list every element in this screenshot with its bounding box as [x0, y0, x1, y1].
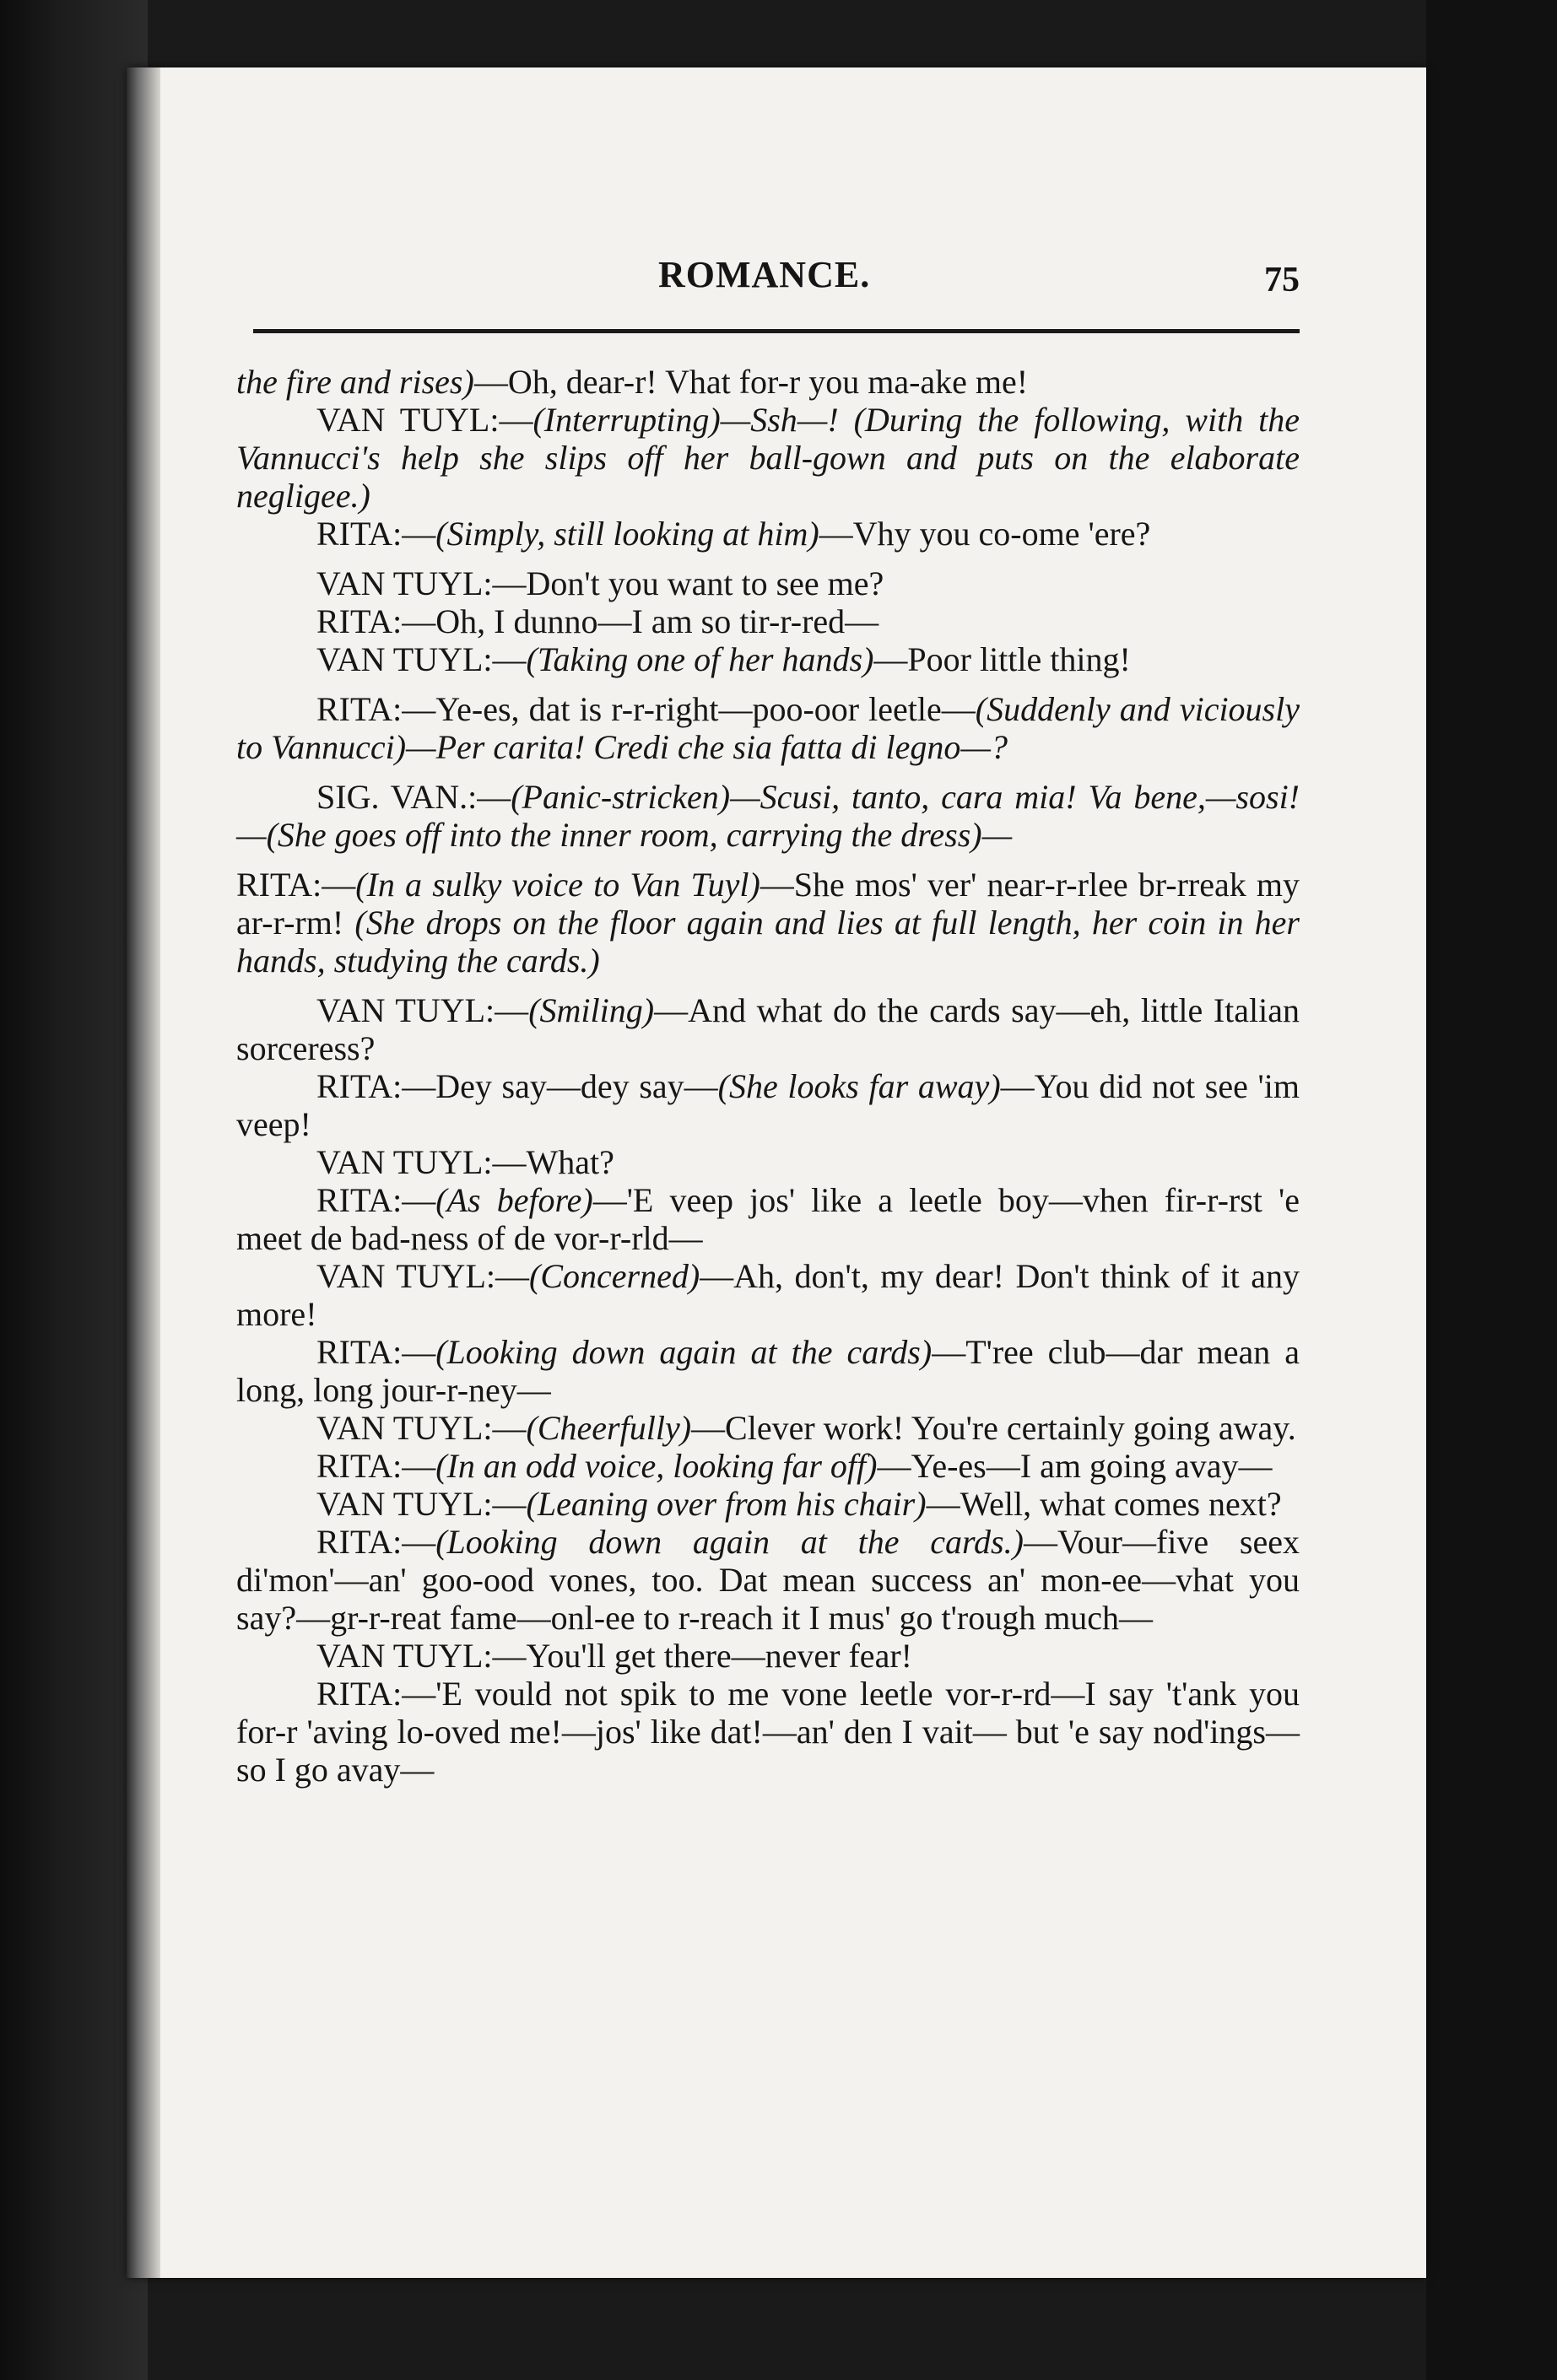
book-gutter-shadow: [0, 0, 148, 2380]
dialogue-text: VAN TUYL:—What?: [316, 1143, 614, 1181]
dialogue-paragraph: [236, 1257, 1300, 1333]
dialogue-text: —And what do the cards say—eh, little Italian sorceress?: [236, 991, 1300, 1067]
dialogue-paragraph: [236, 690, 1300, 766]
dialogue-paragraph: [236, 515, 1300, 553]
stage-direction: (Taking one of her hands): [526, 640, 874, 678]
dialogue-text: VAN TUYL:—You'll get there—never fear!: [316, 1637, 912, 1675]
stage-direction: (Looking down again at the cards): [435, 1333, 933, 1371]
stage-direction: (Leaning over from his chair): [526, 1485, 927, 1523]
dialogue-paragraph: [236, 1447, 1300, 1485]
dialogue-paragraph: [236, 1181, 1300, 1257]
dialogue-text: —Clever work! You're certainly going away.: [691, 1409, 1296, 1447]
dialogue-paragraph: [236, 778, 1300, 854]
dialogue-text: —You did not see 'im veep!: [236, 1067, 1300, 1143]
background-right: [1426, 0, 1557, 2380]
dialogue-text: RITA:—: [316, 1333, 436, 1371]
dialogue-text: RITA:—Ye-es, dat is r-r-right—poo-oor leetle—: [316, 690, 976, 728]
play-text: [236, 363, 1300, 1789]
stage-direction: (Smiling): [528, 991, 655, 1029]
dialogue-text: RITA:—Dey say—dey say—: [316, 1067, 718, 1105]
header-rule: [253, 329, 1300, 333]
dialogue-text: VAN TUYL:—: [316, 1409, 527, 1447]
dialogue-text: VAN TUYL:—: [316, 640, 527, 678]
dialogue-paragraph: [236, 866, 1300, 980]
dialogue-text: SIG. VAN.:—: [316, 778, 511, 816]
dialogue-paragraph: [236, 363, 1300, 401]
stage-direction: (Panic-stricken)—Scusi, tanto, cara mia! Va bene,—sosi!—(She goes off into the inner room, carrying the dress)—: [236, 778, 1300, 854]
dialogue-text: RITA:—: [316, 1523, 436, 1561]
dialogue-text: RITA:—'E vould not spik to me vone leetle vor-r-rd—I say 't'ank you for-r 'aving lo-oved me!—jos' like dat!—an' den I vait— but 'e say nod'ings—so I go avay—: [236, 1675, 1300, 1789]
stage-direction: (In an odd voice, looking far off): [435, 1447, 878, 1485]
stage-direction: (In a sulky voice to Van Tuyl): [355, 866, 760, 904]
stage-direction: (She looks far away): [717, 1067, 1001, 1105]
dialogue-text: —Ah, don't, my dear! Don't think of it any more!: [236, 1257, 1300, 1333]
dialogue-paragraph: [236, 1333, 1300, 1409]
stage-direction: (Concerned): [529, 1257, 700, 1295]
dialogue-text: —Vour—five seex di'mon'—an' goo-ood vones, too. Dat mean success an' mon-ee—vhat you say?—gr-r-reat fame—onl-ee to r-reach it I mus' go t'rough much—: [236, 1523, 1300, 1637]
page-number: 75: [1264, 261, 1300, 300]
dialogue-text: VAN TUYL:—: [316, 1485, 527, 1523]
dialogue-text: RITA:—: [316, 515, 436, 553]
dialogue-paragraph: [236, 1409, 1300, 1447]
dialogue-paragraph: [236, 1485, 1300, 1523]
dialogue-text: —T'ree club—dar mean a long, long jour-r-ney—: [236, 1333, 1300, 1409]
stage-direction: (Cheerfully): [526, 1409, 692, 1447]
dialogue-text: VAN TUYL:—: [316, 1257, 529, 1295]
stage-direction: (As before): [435, 1181, 593, 1219]
dialogue-paragraph: [236, 991, 1300, 1067]
dialogue-text: RITA:—: [316, 1447, 436, 1485]
dialogue-text: VAN TUYL:—: [316, 401, 533, 439]
dialogue-paragraph: [236, 401, 1300, 515]
dialogue-text: —Oh, dear-r! Vhat for-r you ma-ake me!: [473, 363, 1029, 401]
dialogue-text: —Poor little thing!: [873, 640, 1131, 678]
dialogue-text: VAN TUYL:—: [316, 991, 529, 1029]
stage-direction: the fire and rises): [236, 363, 474, 401]
dialogue-text: —Vhy you co-ome 'ere?: [819, 515, 1151, 553]
dialogue-paragraph: [236, 1143, 1300, 1181]
dialogue-paragraph: [236, 1523, 1300, 1637]
page-spine-shadow: [127, 67, 160, 2278]
running-head: [253, 253, 1300, 304]
dialogue-paragraph: [236, 564, 1300, 602]
stage-direction: (Simply, still looking at him): [435, 515, 819, 553]
dialogue-paragraph: [236, 1067, 1300, 1143]
stage-direction: (She drops on the floor again and lies at full length, her coin in her hands, studying the cards.): [236, 904, 1300, 980]
dialogue-text: RITA:—: [236, 866, 356, 904]
dialogue-text: —'E veep jos' like a leetle boy—vhen fir-r-rst 'e meet de bad-ness of de vor-r-rld—: [236, 1181, 1300, 1257]
dialogue-text: RITA:—: [316, 1181, 436, 1219]
dialogue-text: —Ye-es—I am going avay—: [877, 1447, 1273, 1485]
dialogue-text: RITA:—Oh, I dunno—I am so tir-r-red—: [316, 602, 879, 640]
stage-direction: (Looking down again at the cards.): [435, 1523, 1024, 1561]
dialogue-paragraph: [236, 1675, 1300, 1789]
dialogue-paragraph: [236, 1637, 1300, 1675]
stage-direction: (Interrupting)—Ssh—! (During the following, with the Vannucci's help she slips off her ball-gown and puts on the elaborate negligee.): [236, 401, 1300, 515]
dialogue-paragraph: [236, 602, 1300, 640]
dialogue-text: —She mos' ver' near-r-rlee br-rreak my ar-r-rm!: [236, 866, 1300, 942]
dialogue-text: VAN TUYL:—Don't you want to see me?: [316, 564, 884, 602]
stage-direction: (Suddenly and viciously to Vannucci)—Per carita! Credi che sia fatta di legno—?: [236, 690, 1300, 766]
running-title: ROMANCE.: [658, 254, 871, 295]
dialogue-text: —Well, what comes next?: [926, 1485, 1282, 1523]
dialogue-paragraph: [236, 640, 1300, 678]
